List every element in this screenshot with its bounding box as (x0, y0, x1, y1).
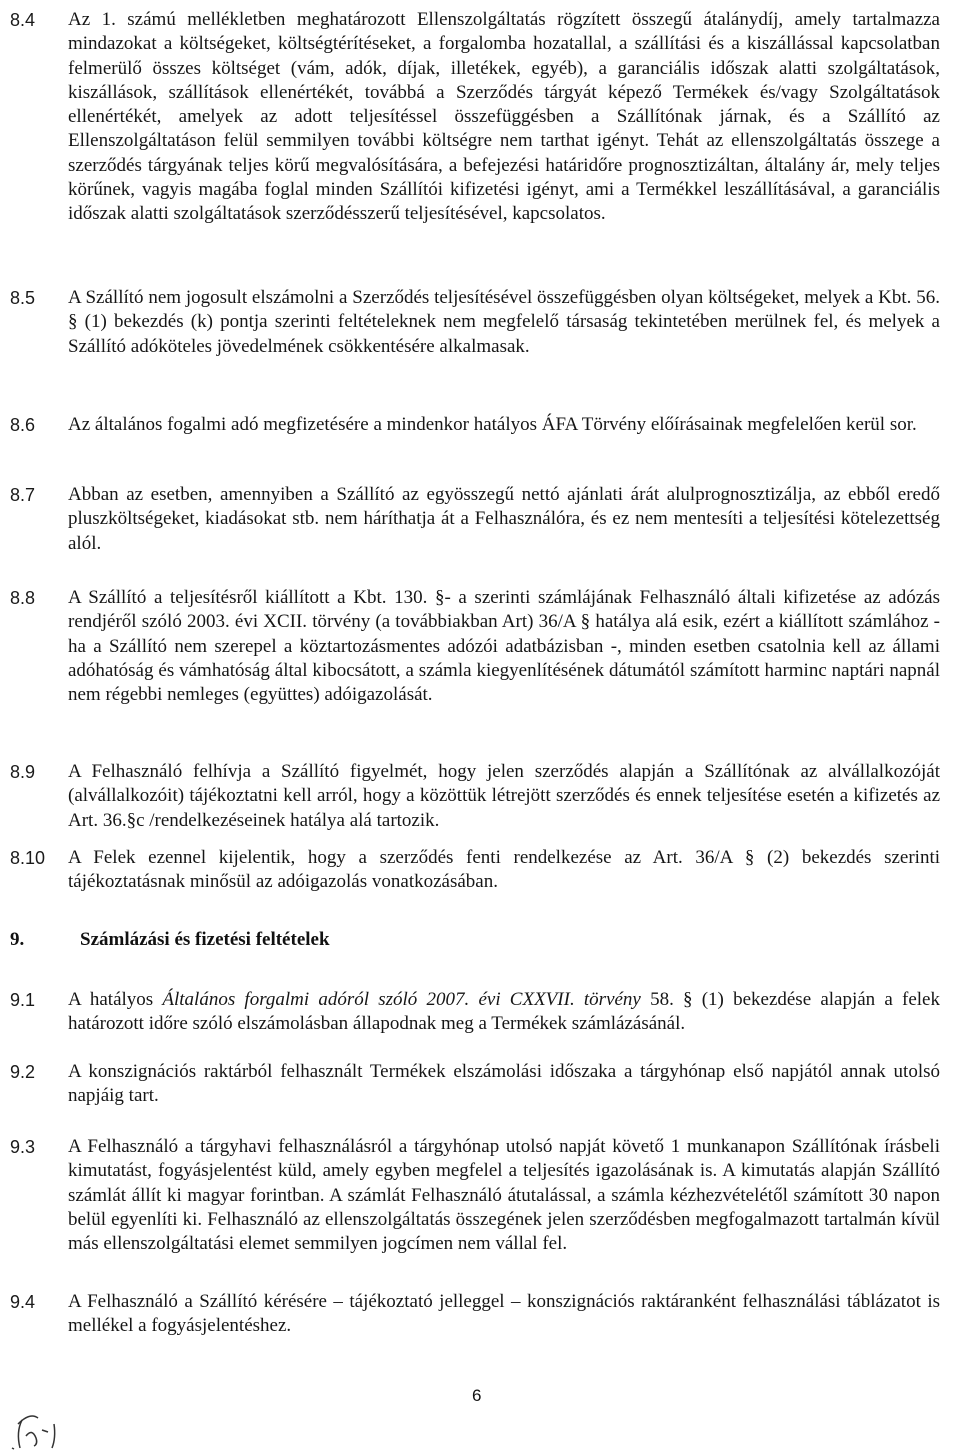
section-text: Abban az esetben, amennyiben a Szállító az egyösszegű nettó ajánlati árát alulprognosztizálja, az ebből eredő pluszköltségeket, kiadásokat stb. nem háríthatja át a Felhasználóra, és ez nem mentesíti a teljesítési kötelezettség alól. (68, 484, 940, 554)
heading-number: 9. (10, 929, 25, 950)
handwritten-initials-icon (8, 1408, 98, 1452)
section-text: A Felhasználó felhívja a Szállító figyelmét, hogy jelen szerződés alapján a Szállítónak az alvállalkozóját (alvállalkozóit) tájékoztatni kell arról, hogy a közöttük létrejött szerződés és ennek teljesítése esetén a kifizetés az Art. 36.§c /rendelkezéseinek hatálya alá tartozik. (68, 761, 940, 831)
section-number: 8.6 (10, 415, 36, 435)
section-number: 8.7 (10, 485, 36, 505)
section-number: 9.3 (10, 1137, 36, 1157)
section-number: 8.10 (10, 848, 46, 868)
section-text: A konszignációs raktárból felhasznált Termékek elszámolási időszaka a tárgyhónap első napjától annak utolsó napjáig tart. (68, 1061, 940, 1107)
section-text: Az általános fogalmi adó megfizetésére a mindenkor hatályos ÁFA Törvény előírásainak megfelelően kerül sor. (68, 414, 917, 435)
heading-title: Számlázási és fizetési feltételek (80, 929, 330, 950)
section-text: A Felhasználó a tárgyhavi felhasználásról a tárgyhónap utolsó napját követő 1 munkanapon Szállítónak írásbeli kimutatást, fogyásjelentést küld, amely egyben megfelel a teljesítés igazolásának is. A kimutatás alapján Szállító számlát állít ki magyar forintban. A számlát Felhasználó átutalással, a számla kézhezvételétől számított 30 napon belül egyenlíti ki. Felhasználó az ellenszolgáltatás összegének jelen szerződésben megfogalmazott tartalmán kívül más ellenszolgáltatási elemet semmilyen jogcímen nem vállal fel. (68, 1136, 940, 1255)
section-text: A Szállító nem jogosult elszámolni a Szerződés teljesítésével összefüggésben olyan költségeket, melyek a Kbt. 56. § (1) bekezdés (k) pontja szerinti feltételeknek nem megfelelő társaság tekintetében merülnek fel, és melyek a Szállító adóköteles jövedelmének csökkentésére alkalmasak. (68, 287, 940, 357)
section-text (68, 988, 940, 1037)
section-number: 8.5 (10, 288, 36, 308)
section-number: 8.4 (10, 10, 36, 30)
section-number: 8.9 (10, 762, 36, 782)
section-number: 8.8 (10, 588, 36, 608)
section-text: A Szállító a teljesítésről kiállított a Kbt. 130. §- a szerinti számlájának Felhasználó általi kifizetése az adózás rendjéről szóló 2003. évi XCII. törvény (a továbbiakban Art) 36/A § hatálya alá esik, ezért a kiállított számlához - ha a Szállító nem szerepel a köztartozásmentes adózói adatbázisban -, minden esetben csatolnia kell az állami adóhatóság és vámhatóság által kibocsátott, a számla kiegyenlítésének dátumától számított harminc naptári napnál nem régebbi nemleges (együttes) adóigazolását. (68, 587, 940, 706)
section-text: Az 1. számú mellékletben meghatározott Ellenszolgáltatás rögzített összegű átalánydíj, amely tartalmazza mindazokat a költségeket, költségtérítéseket, a forgalomba hozatallal, a szállítási és a kiszállással kapcsolatban felmerülő összes költséget (vám, adók, díjak, illetékek, egyéb), a garanciális időszak alatti szolgáltatások, kiszállások, szállítások ellenértékét, továbbá a Szerződés tárgyát képező Termékek és/vagy Szolgáltatások ellenértékét, amelyek az adott teljesítéssel összefüggésben a Szállítónak járnak, és a Szállító az Ellenszolgáltatáson felül semmilyen további költségre nem tarthat igényt. Tehát az ellenszolgáltatás összege a szerződés tárgyának teljes körű megvalósítására, a befejezési határidőre prognosztizáltan, általány ár, mely teljes körűnek, vagyis magába foglal minden Szállítói kifizetési igényt, ami a Termékkel leszállításával, a garanciális időszak alatti szolgáltatások szerződésszerű teljesítésével, kapcsolatos. (68, 9, 940, 225)
section-number: 9.1 (10, 990, 36, 1010)
section-text: A Felek ezennel kijelentik, hogy a szerződés fenti rendelkezése az Art. 36/A § (2) bekezdés szerinti tájékoztatásnak minősül az adóigazolás vonatkozásában. (68, 847, 940, 893)
section-number: 9.4 (10, 1292, 36, 1312)
page-number: 6 (472, 1386, 482, 1405)
text-after-italic: 58. § (1) bekezdése alapján a felek határozott időre szóló elszámolásban állapodnak meg a Termékek számlázásánál. (68, 989, 940, 1035)
section-number: 9.2 (10, 1062, 36, 1082)
section-text: A Felhasználó a Szállító kérésére – tájékoztató jelleggel – konszignációs raktáranként felhasználási táblázatot is mellékel a fogyásjelentéshez. (68, 1291, 940, 1337)
law-title-italic: Általános forgalmi adóról szóló 2007. évi CXXVII. törvény (162, 989, 641, 1010)
text-before-italic: A hatályos (68, 989, 163, 1010)
